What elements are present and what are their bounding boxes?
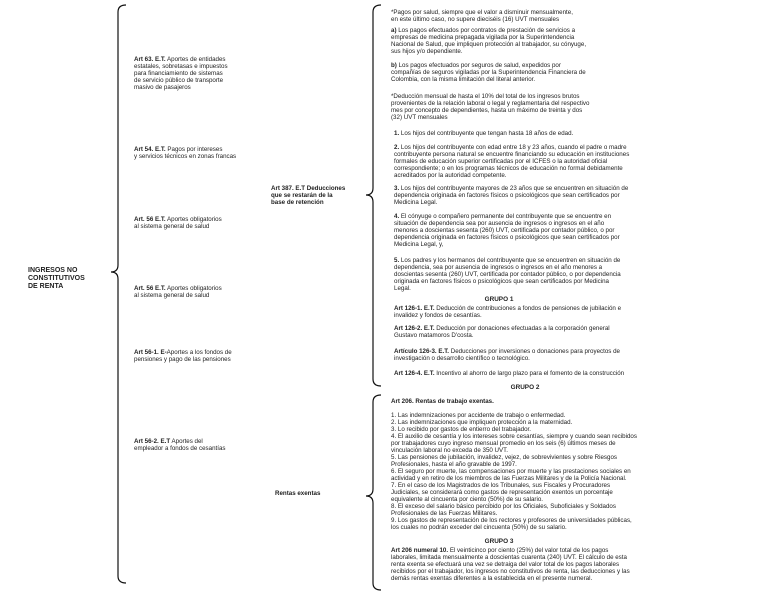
art126-2 [394, 325, 610, 339]
node-art63-text: Aportes de entidades estatales, sobretasas e impuestos para financiamiento de sistemas de servicio público de transporte masivo de pasajeros [134, 56, 228, 91]
art206-numeral-10-label: Art 206 numeral 10. [391, 547, 449, 554]
art206-numeral-10 [391, 547, 630, 582]
art126-1-label: Art 126-1. E.T. [394, 305, 435, 312]
art206-title: Art 206. Rentas de trabajo exentas. [391, 398, 494, 405]
art126-3 [394, 348, 620, 362]
node-art56b-text: Aportes obligatorios al sistema general de salud [134, 285, 222, 299]
text-literal-a-label: a) [391, 27, 397, 34]
node-art56a-text: Aportes obligatorios al sistema general de salud [134, 216, 222, 230]
node-art54-title: Art 54. E.T. [134, 146, 166, 153]
text-deduccion: *Deducción mensual de hasta el 10% del total de los ingresos brutos provenientes de la relación laboral o legal y reglamentaria del respectivo mes por concepto de dependientes, hasta un máximo de treinta y dos (32) UVT mensuales [391, 93, 590, 121]
node-art387: Art 387. E.T Deducciones que se restarán de la base de retención [271, 185, 346, 206]
text-literal-b-label: b) [391, 62, 397, 69]
node-art56-2-title: Art 56-2. E.T [134, 438, 171, 445]
dependiente-1 [394, 130, 573, 137]
text-literal-b-body: Los pagos efectuados por seguros de salud, expedidos por compañías de seguros vigiladas por la Superintendencia Financiera de Colombia, con la misma limitación del literal anterior. [391, 62, 586, 83]
node-rentas-exentas: Rentas exentas [275, 490, 321, 497]
dependiente-1-text: Los hijos del contribuyente que tengan hasta 18 años de edad. [399, 130, 574, 137]
node-art56-1 [134, 349, 232, 363]
dependiente-2-text: Los hijos del contribuyente con edad entre 18 y 23 años, cuando el padre o madre contribuyente persona natural se encuentre financiando su educación en instituciones formales de educación superior certificadas por el ICFES o la autoridad oficial correspondiente; o en los programas técnicos de educación no formal debidamente acreditados por la autoridad competente. [394, 144, 630, 179]
rentas-bracket [366, 395, 381, 590]
dependiente-1-label: 1. [394, 130, 400, 137]
dependiente-4-text: El cónyuge o compañero permanente del contribuyente que se encuentre en situación de dependencia sea por ausencia de ingresos o ingresos en el año menores a doscientas sesenta (260) UVT, certificada por contador público, o por dependencia originada en factores físicos o psicológicos que sean certificados por Medicina Legal, y, [394, 213, 620, 248]
node-art54 [134, 146, 236, 160]
art206-numeral-10-text: El veinticinco por ciento (25%) del valor total de los pagos laborales, limitada mensualmente a doscientas cuarenta (240) UVT. El cálculo de esta renta exenta se efectuará una vez se detraiga del valor total de los pagos laborales recibidos por el trabajador, los ingresos no constitutivos de renta, las deducciones y las demás rentas exentas diferentes a la establecida en el presente numeral. [391, 547, 630, 582]
dependiente-5 [394, 257, 621, 292]
grupo-3-heading: GRUPO 3 [484, 538, 514, 545]
dependiente-5-text: Los padres y los hermanos del contribuyente que se encuentren en situación de dependencia, sea por ausencia de ingresos o ingresos en el año menores a doscientas sesenta (260) UVT, certificada por contador público, o por dependencia originada en factores físicos o psicológicos que sean certificados por Medicina Legal. [394, 257, 621, 292]
dependiente-4 [394, 213, 620, 248]
dependiente-2-label: 2. [394, 144, 400, 151]
art126-4-label: Art 126-4. E.T. [394, 370, 435, 377]
node-art56-2-text: Aportes del empleador a fondos de cesantías [134, 438, 226, 452]
art126-2-text: Deducción por donaciones efectuadas a la corporación general Gustavo matamoros D'costa. [394, 325, 610, 339]
dependiente-5-label: 5. [394, 257, 400, 264]
art126-2-label: Art 126-2. E.T. [394, 325, 435, 332]
main-bracket [111, 5, 126, 583]
dependiente-3-text: Los hijos del contribuyente mayores de 23 años que se encuentren en situación de dependencia originada en factores físicos o psicológicos que sean certificados por Medicina Legal. [394, 185, 629, 206]
text-literal-a [391, 27, 586, 55]
dependiente-3-label: 3. [394, 185, 400, 192]
node-art63-title: Art 63. E.T. [134, 56, 166, 63]
art126-3-text: Deducciones por inversiones o donaciones para proyectos de investigación o desarrollo científico o tecnológico. [394, 348, 620, 362]
art126-4-text: Incentivo al ahorro de largo plazo para el fomento de la construcción [434, 370, 625, 377]
dependiente-2 [394, 144, 629, 179]
node-art56-1-text: Aportes a los fondos de pensiones y pago de las pensiones [134, 349, 232, 363]
node-art56-1-title: Art 56-1. E- [134, 349, 167, 356]
text-pagos-salud: *Pagos por salud, siempre que el valor a disminuir mensualmente, en este último caso, no supere dieciséis (16) UVT mensuales [391, 9, 573, 23]
node-art56-2 [134, 438, 226, 452]
grupo-1-heading: GRUPO 1 [484, 296, 514, 303]
node-art56b-title: Art. 56 E.T. [134, 285, 166, 292]
root-label: INGRESOS NO CONSTITUTIVOS DE RENTA [28, 267, 85, 290]
dependiente-4-label: 4. [394, 213, 400, 220]
art126-1 [394, 305, 621, 319]
node-art63 [134, 56, 228, 91]
grupo-2-heading: GRUPO 2 [510, 384, 540, 391]
art126-4 [394, 370, 624, 377]
node-art56a [134, 216, 222, 230]
dependiente-3 [394, 185, 628, 206]
text-literal-b [391, 62, 586, 83]
node-art56a-title: Art. 56 E.T. [134, 216, 166, 223]
text-literal-a-body: Los pagos efectuados por contratos de prestación de servicios a empresas de medicina prepagada vigilada por la Superintendencia Nacional de Salud, que impliquen protección al trabajador, su cónyuge, sus hijos y/o dependiente. [391, 27, 587, 55]
art126-3-label: Artículo 126-3. E.T. [394, 348, 450, 355]
art387-bracket [366, 5, 381, 386]
art206-list: 1. Las indemnizaciones por accidente de trabajo o enfermedad. 2. Las indemnizaciones que impliquen protección a la maternidad. 3. Lo recibido por gastos de entierro del trabajador. 4. El auxilio de cesantía y los intereses sobre cesantías, siempre y cuando sean recibidos por trabajadores cuyo ingreso mensual promedio en los seis (6) últimos meses de vinculación laboral no exceda de 350 UVT. 5. Las pensiones de jubilación, invalidez, vejez, de sobrevivientes y sobre Riesgos Profesionales, hasta el año gravable de 1997. 6. El seguro por muerte, las compensaciones por muerte y las prestaciones sociales en actividad y en retiro de los miembros de las Fuerzas Militares y de la Policía Nacional. 7. En el caso de los Magistrados de los Tribunales, sus Fiscales y Procuradores Judiciales, se considerará como gastos de representación exentos un porcentaje equivalente al cincuenta por ciento (50%) de su salario. 8. El exceso del salario básico percibido por los Oficiales, Suboficiales y Soldados Profesionales de las Fuerzas Militares. 9. Los gastos de representación de los rectores y profesores de universidades públicas, los cuales no podrán exceder del cincuenta (50%) de su salario. [391, 412, 637, 531]
art126-1-text: Deducción de contribuciones a fondos de pensiones de jubilación e invalidez y fondos de cesantías. [394, 305, 622, 319]
node-art56b [134, 285, 222, 299]
node-art54-text: Pagos por intereses y servicios técnicos en zonas francas [134, 146, 237, 160]
